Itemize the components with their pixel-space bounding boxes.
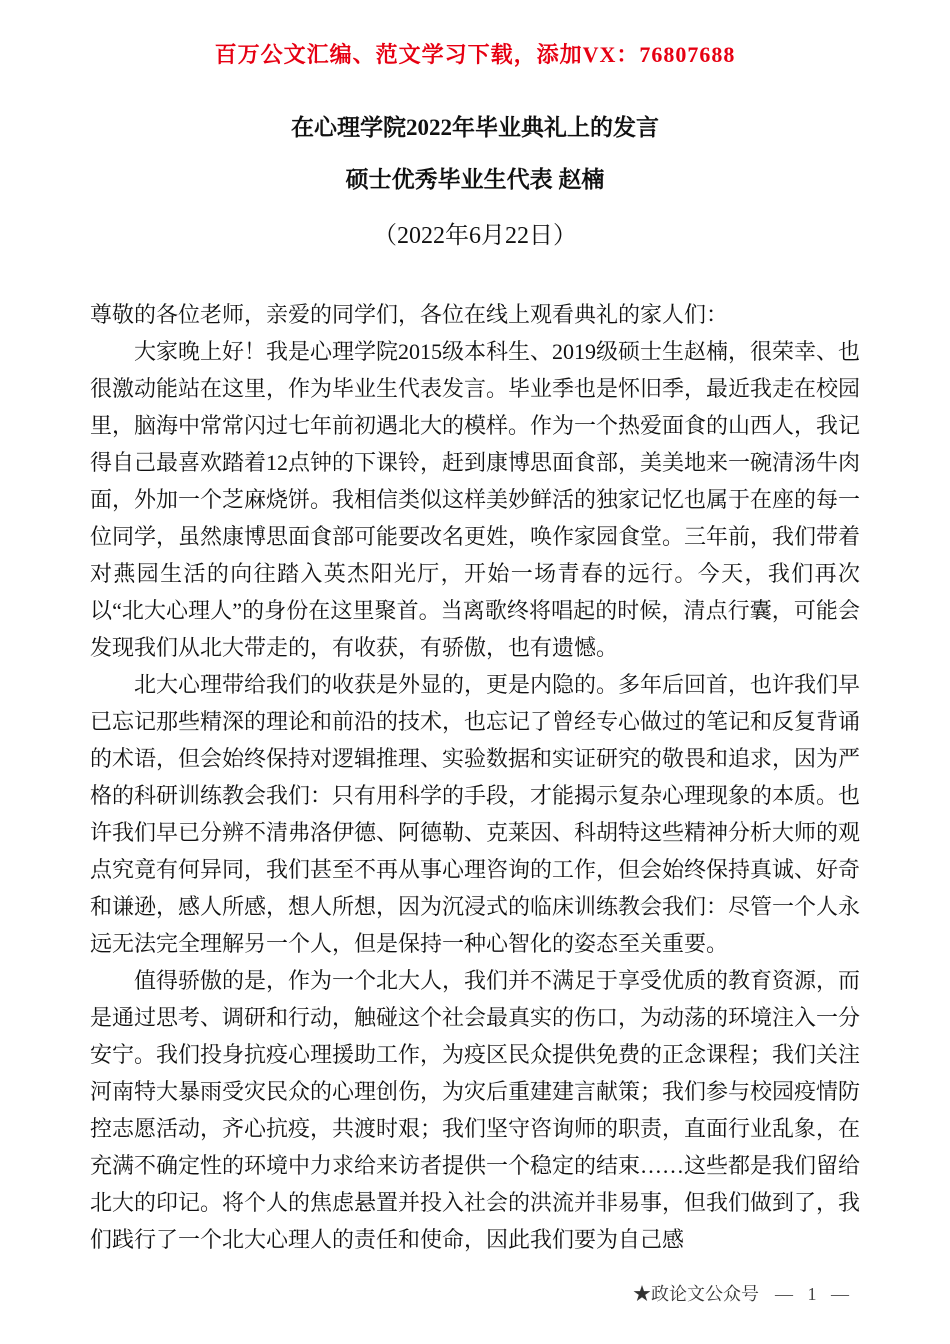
page-number: — 1 — xyxy=(775,1284,854,1304)
page-footer xyxy=(633,1280,854,1306)
body-paragraph: 值得骄傲的是，作为一个北大人，我们并不满足于享受优质的教育资源，而是通过思考、调研和行动，触碰这个社会最真实的伤口，为动荡的环境注入一分安宁。我们投身抗疫心理援助工作，为疫区民众提供免费的正念课程；我们关注河南特大暴雨受灾民众的心理创伤，为灾后重建建言献策；我们参与校园疫情防控志愿活动，齐心抗疫，共渡时艰；我们坚守咨询师的职责，直面行业乱象，在充满不确定性的环境中力求给来访者提供一个稳定的结束……这些都是我们留给北大的印记。将个人的焦虑悬置并投入社会的洪流并非易事，但我们做到了，我们践行了一个北大心理人的责任和使命，因此我们要为自己感 xyxy=(90,968,861,1252)
document-date: （2022年6月22日） xyxy=(373,223,577,249)
document-subtitle: 硕士优秀毕业生代表 赵楠 xyxy=(345,167,605,192)
promo-header xyxy=(90,38,860,69)
body-paragraph: 大家晚上好！我是心理学院2015级本科生、2019级硕士生赵楠，很荣幸、也很激动能站在这里，作为毕业生代表发言。毕业季也是怀旧季，最近我走在校园里，脑海中常常闪过七年前初遇北大的模样。作为一个热爱面食的山西人，我记得自己最喜欢踏着12点钟的下课铃，赶到康博思面食部，美美地来一碗清汤牛肉面，外加一个芝麻烧饼。我相信类似这样美妙鲜活的独家记忆也属于在座的每一位同学，虽然康博思面食部可能要改名更姓，唤作家园食堂。三年前，我们带着对燕园生活的向往踏入英杰阳光厅，开始一场青春的远行。今天，我们再次以“北大心理人”的身份在这里聚首。当离歌终将唱起的时候，清点行囊，可能会发现我们从北大带走的，有收获，有骄傲，也有遗憾。 xyxy=(90,339,861,660)
footer-source-label: ★政论文公众号 xyxy=(633,1284,759,1304)
body-paragraph: 北大心理带给我们的收获是外显的，更是内隐的。多年后回首，也许我们早已忘记那些精深的理论和前沿的技术，也忘记了曾经专心做过的笔记和反复背诵的术语，但会始终保持对逻辑推理、实验数据和实证研究的敬畏和追求，因为严格的科研训练教会我们：只有用科学的手段，才能揭示复杂心理现象的本质。也许我们早已分辨不清弗洛伊德、阿德勒、克莱因、科胡特这些精神分析大师的观点究竟有何异同，我们甚至不再从事心理咨询的工作，但会始终保持真诚、好奇和谦逊，感人所感，想人所想，因为沉浸式的临床训练教会我们：尽管一个人永远无法完全理解另一个人，但是保持一种心智化的姿态至关重要。 xyxy=(90,672,861,956)
promo-text: 百万公文汇编、范文学习下载，添加VX：76807688 xyxy=(214,42,736,67)
salutation-line: 尊敬的各位老师，亲爱的同学们，各位在线上观看典礼的家人们： xyxy=(90,302,729,327)
document-body xyxy=(90,296,860,1258)
document-title: 在心理学院2022年毕业典礼上的发言 xyxy=(291,115,659,140)
